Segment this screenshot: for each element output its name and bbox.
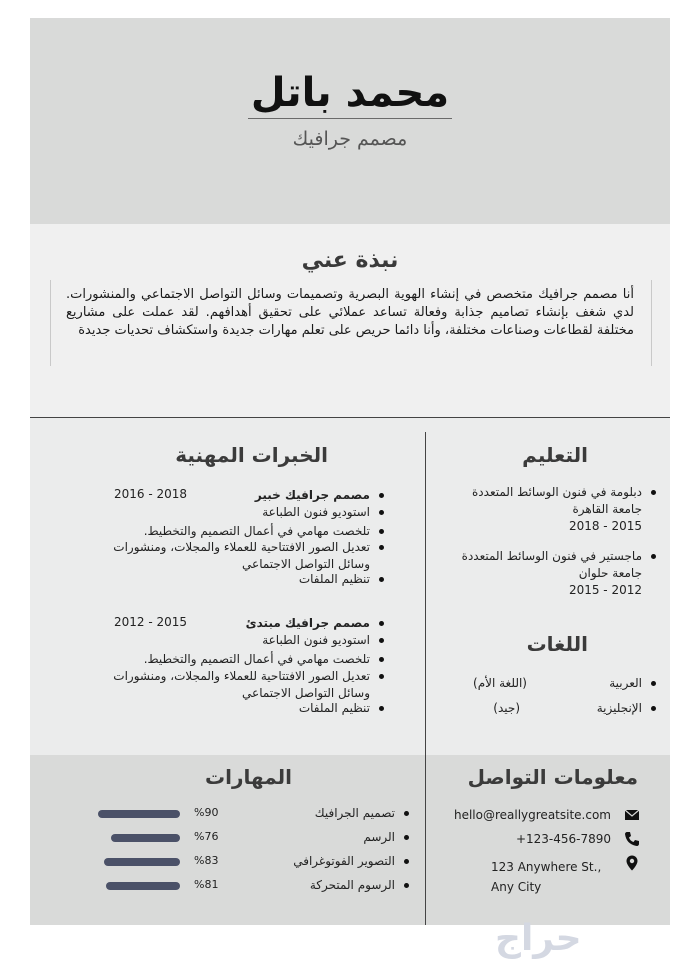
skill-level-bar <box>104 858 180 866</box>
about-title: نبذة عني <box>301 248 399 273</box>
education-school: جامعة حلوان <box>578 566 642 580</box>
watermark-logo: حراج <box>495 918 582 959</box>
skills-title: المهارات <box>205 765 292 789</box>
experience-duty: تنظيم الملفات <box>100 571 370 588</box>
phone-icon <box>624 831 640 847</box>
skill-percent: %76 <box>194 830 219 843</box>
contact-title: معلومات التواصل <box>467 765 638 789</box>
skill-name: تصميم الجرافيك <box>314 806 395 820</box>
education-item <box>427 548 642 599</box>
contact-address: 123 Anywhere St., Any City <box>491 860 602 894</box>
experience-duty: تعديل الصور الافتتاحية للعملاء والمجلات، ومنشورات وسائل التواصل الاجتماعي <box>100 668 370 702</box>
education-degree: ماجستير في فنون الوسائط المتعددة <box>461 549 642 563</box>
skill-percent: %83 <box>194 854 219 867</box>
language-item <box>452 700 642 717</box>
skill-percent: %90 <box>194 806 219 819</box>
bottom-divider <box>425 755 426 925</box>
skill-name: الرسوم المتحركة <box>309 878 395 892</box>
skill-name: التصوير الفوتوغرافي <box>293 854 395 868</box>
resume-sheet <box>30 18 670 925</box>
experience-years: 2016 - 2018 <box>114 487 188 501</box>
contact-phone[interactable]: +123-456-7890 <box>515 832 611 846</box>
experience-title: الخبرات المهنية <box>175 443 328 467</box>
location-pin-icon <box>624 855 640 871</box>
experience-duty: تلخصت مهامي في أعمال التصميم والتخطيط. <box>100 523 370 540</box>
language-level: (جيد) <box>493 701 520 715</box>
education-title: التعليم <box>522 443 588 467</box>
skill-name: الرسم <box>363 830 395 844</box>
education-school: جامعة القاهرة <box>572 502 642 516</box>
skill-percent: %81 <box>194 878 219 891</box>
language-name: العربية <box>609 676 642 690</box>
education-years: 2015 - 2018 <box>568 519 642 533</box>
job-title: مصمم جرافيك <box>292 128 408 150</box>
experience-company: استوديو فنون الطباعة <box>190 504 370 521</box>
education-degree: دبلومة في فنون الوسائط المتعددة <box>472 485 642 499</box>
contact-email[interactable]: hello@reallygreatsite.com <box>453 808 611 822</box>
envelope-icon <box>624 807 640 823</box>
language-level: (اللغة الأم) <box>473 676 527 690</box>
name-divider <box>248 118 452 119</box>
skill-level-bar <box>111 834 180 842</box>
about-section <box>30 224 670 417</box>
languages-title: اللغات <box>526 632 588 656</box>
language-name: الإنجليزية <box>596 701 642 715</box>
resume-header <box>30 18 670 224</box>
skill-level-bar <box>106 882 180 890</box>
experience-duty: تعديل الصور الافتتاحية للعملاء والمجلات، ومنشورات وسائل التواصل الاجتماعي <box>100 539 370 573</box>
experience-role: مصمم جرافيك خبير <box>230 487 370 504</box>
experience-company: استوديو فنون الطباعة <box>190 632 370 649</box>
education-item <box>437 484 642 535</box>
skill-level-bar <box>98 810 180 818</box>
section-divider-horizontal <box>30 417 670 418</box>
language-item <box>452 675 642 692</box>
experience-duty: تنظيم الملفات <box>100 700 370 717</box>
person-name: محمد باتل <box>250 70 450 116</box>
education-years: 2012 - 2015 <box>568 583 642 597</box>
about-text: أنا مصمم جرافيك متخصص في إنشاء الهوية البصرية وتصميمات وسائل التواصل الاجتماعي والمنشورات. لدي شغف بإنشاء تصاميم جذابة وفعالة تساعد عملائي على تحقيق أهدافهم. لقد عملت على مشاريع مختلفة لقطاعات وصناعات مختلفة، وأنا دائما حريص على تعلم مهارات جديدة واستكشاف تحديات جديدة <box>66 287 634 338</box>
experience-role: مصمم جرافيك مبتدئ <box>230 615 370 632</box>
bottom-band <box>30 755 670 925</box>
experience-years: 2012 - 2015 <box>114 615 188 629</box>
experience-duty: تلخصت مهامي في أعمال التصميم والتخطيط. <box>100 651 370 668</box>
